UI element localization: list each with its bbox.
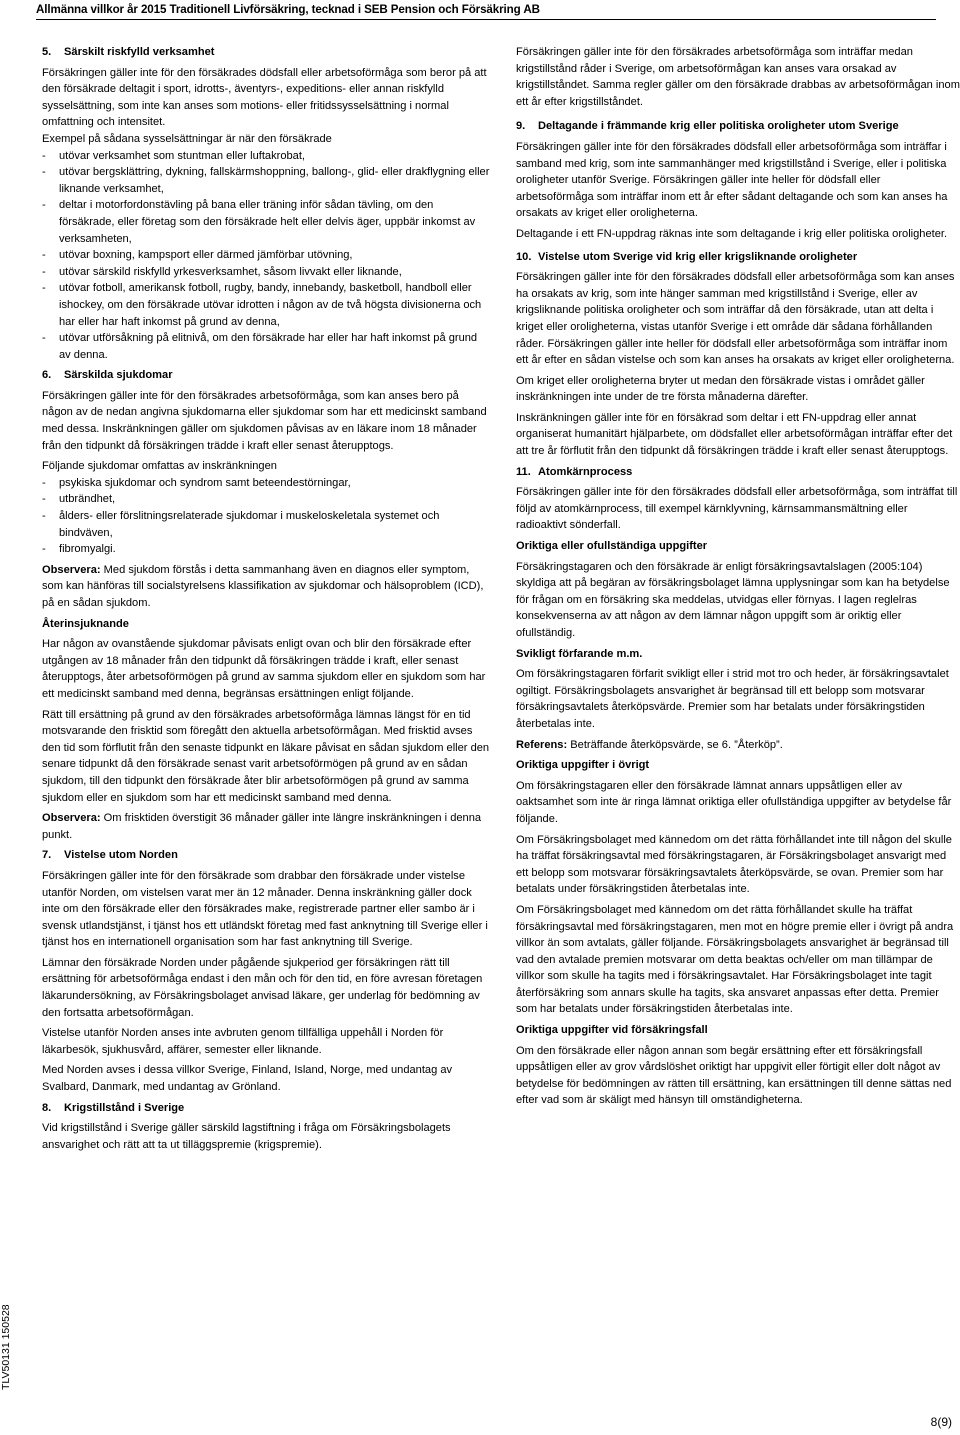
section-title: Deltagande i främmande krig eller politiska oroligheter utom Sverige xyxy=(538,120,899,133)
reference-label: Referens: xyxy=(516,738,568,751)
section-number: 6. xyxy=(42,369,52,382)
list-item: - psykiska sjukdomar och syndrom samt beteendestörningar, xyxy=(42,475,490,492)
section-title: Vistelse utom Norden xyxy=(64,849,178,862)
note-text: Med sjukdom förstås i detta sammanhang även en diagnos eller symptom, som kan hänföras till socialstyrelsens klassifikation av sjukdomar och hälsoproblem (ICD), på en sådan sjukdom. xyxy=(42,563,484,609)
section-title: Krigstillstånd i Sverige xyxy=(64,1101,185,1114)
section-10-heading xyxy=(516,249,960,266)
subsection-heading: Svikligt förfarande m.m. xyxy=(516,647,643,660)
paragraph: Försäkringen gäller inte för den försäkrades arbetsoförmåga som inträffar medan krigstillstånd råder i Sverige, om arbetsoförmågan kan anses vara orsakad av krigstillståndet. Samma regler gäller om den försäkrade drabbas av arbetsoförmågan inom ett år efter krigstillståndet. xyxy=(516,46,960,108)
paragraph: Försäkringen gäller inte för den försäkrades arbetsoförmåga, som kan anses bero på någon av de nedan angivna sjukdomarna eller sjukdomar som har ett medicinskt samband med dessa. Inskränkningen gäller om sjukdomen påvisas av en läkare inom 18 månader från den tidpunkt då försäkringen trädde i kraft eller senast återupptogs. xyxy=(42,389,487,452)
section-8-heading xyxy=(42,1100,490,1117)
paragraph: Exempel på sådana sysselsättningar är när den försäkrade xyxy=(42,132,332,145)
page-header: Allmänna villkor år 2015 Traditionell Livförsäkring, tecknad i SEB Pension och Försäkring AB xyxy=(36,3,936,20)
paragraph: Följande sjukdomar omfattas av inskränkningen xyxy=(42,460,277,473)
section-title: Särskilt riskfylld verksamhet xyxy=(64,46,215,58)
paragraph: Försäkringen gäller inte för den försäkrades dödsfall eller arbetsoförmåga, som inträffat till följd av atomkärnprocess, till exempel kärnklyvning, kärnsammansmältning eller radioaktivt sönderfall. xyxy=(516,486,958,532)
paragraph: Vistelse utanför Norden anses inte avbruten genom tillfälliga uppehåll i Norden för läkarbesök, sjukhusvård, affärer, semester eller liknande. xyxy=(42,1027,444,1056)
section-title: Vistelse utom Sverige vid krig eller krigsliknande oroligheter xyxy=(538,250,858,263)
paragraph: Rätt till ersättning på grund av den försäkrades arbetsoförmåga lämnas längst för en tid motsvarande den frisktid som föregått den aktuella arbetsoförmågan. Med frisktid avses den tid som förflutit från den senaste tidpunkt en läkare påvisat en sådan sjukdom eller den senare tidpunkt då den försäkrade senast varit arbetsoförmögen på grund av en sådan sjukdom, till den tidpunkt den försäkrade åter blir arbetsoförmögen på grund av samma sjukdom eller en sjukdom som har ett medicinskt samband med denna. xyxy=(42,708,490,804)
document-code: TLV50131 150528 xyxy=(0,1304,12,1390)
section-5-heading xyxy=(42,44,490,61)
note-paragraph xyxy=(42,810,490,843)
subsection-heading: Oriktiga uppgifter vid försäkringsfall xyxy=(516,1024,708,1037)
list-item: - utövar särskild riskfylld yrkesverksamhet, såsom livvakt eller liknande, xyxy=(42,264,490,281)
list-item: - fibromyalgi. xyxy=(42,541,490,558)
subsection-heading: Oriktiga eller ofullständiga uppgifter xyxy=(516,540,708,553)
paragraph: Försäkringstagaren och den försäkrade är enligt försäkringsavtalslagen (2005:104) skyldiga att på begäran av försäkringsbolaget lämna upplysningar som kan ha betydelse för frågan om en försäkring ska meddelas, utvidgas eller förnyas. I lagen reglelras konsekvenserna av att någon av dem lämnar någon uppgift som är oriktig eller ofullständig. xyxy=(516,560,950,639)
note-label: Observera: xyxy=(42,812,101,825)
paragraph: Försäkringen gäller inte för den försäkrades dödsfall eller arbetsoförmåga som kan anses ha orsakats av krig, som inte hänger samman med krigstillstånd i Sverige, eller av krigsliknande politiska oroligheter och som inträffar då den försäkrade, utan att delta i kriget eller oroligheterna, vistas utanför Sverige i ett område där sådana förhållanden råder. Försäkringen gäller inte heller för dödsfall eller arbetsoförmåga som inträffar inom ett år efter en sådan vistelse och som kan anses ha orsakats av kriget eller oroligheterna. xyxy=(516,271,955,367)
list-item: - utövar bergsklättring, dykning, fallskärmshoppning, ballong-, glid- eller drakflygning eller liknande verksamhet, xyxy=(42,164,490,197)
paragraph: Har någon av ovanstående sjukdomar påvisats enligt ovan och blir den försäkrade efter utgången av 18 månader från den tidpunkt då försäkringen trädde i kraft, eller senast återupptogs, åter arbetsoförmögen på grund av samma sjukdom eller en sjukdom som har ett medicinskt samband med denna, begränsas ersättningen enligt följande. xyxy=(42,638,486,700)
list-item: - deltar i motorfordonstävling på bana eller träning inför sådan tävling, om den försäkrade, eller företag som den försäkrade helt eller delvis äger, uppbär inkomst av verksamheten, xyxy=(42,197,490,247)
section-7-heading xyxy=(42,847,490,864)
section-title: Särskilda sjukdomar xyxy=(64,369,173,382)
right-column xyxy=(516,44,960,1113)
example-list xyxy=(42,148,490,364)
section-number: 7. xyxy=(42,849,52,862)
section-6-heading xyxy=(42,367,490,384)
paragraph: Lämnar den försäkrade Norden under pågående sjukperiod ger försäkringen rätt till ersättning för arbetsoförmåga endast i den mån och för den tid, en före avresan företagen läkarundersökning, av Försäkringsbolaget anvisad läkare, ger underlag för bedömning av den fortsatta arbetsoförmågan. xyxy=(42,956,483,1019)
list-item: - utövar fotboll, amerikansk fotboll, rugby, bandy, innebandy, basketboll, handboll eller ishockey, om den försäkrade utövar idrotten i någon av de två högsta divisionerna och har eller har haft inkomst på grund av denna, xyxy=(42,280,490,330)
paragraph: Om försäkringstagaren förfarit svikligt eller i strid mot tro och heder, är försäkringsavtalet ogiltigt. Försäkringsbolagets ansvarighet är begränsad till ett belopp som motsvarar försäkringsavtalets återköpsvärde. Premier som har betalats under försäkringstiden återbetalas inte. xyxy=(516,668,949,730)
subsection-heading: Oriktiga uppgifter i övrigt xyxy=(516,759,650,772)
section-9-heading xyxy=(516,118,960,135)
paragraph: Om den försäkrade eller någon annan som begär ersättning efter ett försäkringsfall uppsåtligen eller av grov vårdslöshet oriktigt har uppgivit eller förtigit eller dolt något av betydelse för bedömningen av rätten till ersättning, kan ersättningen till denne sättas ned efter vad som är skäligt med hänsyn till omständigheterna. xyxy=(516,1044,952,1107)
paragraph: Vid krigstillstånd i Sverige gäller särskild lagstiftning i fråga om Försäkringsbolagets ansvarighet och rätt att ta ut tilläggspremie (krigspremie). xyxy=(42,1122,451,1151)
paragraph: Med Norden avses i dessa villkor Sverige, Finland, Island, Norge, med undantag av Svalbard, Danmark, med undantag av Grönland. xyxy=(42,1064,453,1094)
section-title: Atomkärnprocess xyxy=(538,465,633,478)
section-number: 10. xyxy=(516,250,532,263)
list-item: - utövar utförsåkning på elitnivå, om den försäkrade har eller har haft inkomst på grund av denna. xyxy=(42,330,490,363)
note-text: Om frisktiden överstigit 36 månader gäller inte längre inskränkningen i denna punkt. xyxy=(42,812,482,841)
list-item: - ålders- eller förslitningsrelaterade sjukdomar i muskeloskeletala systemet och bindväven, xyxy=(42,508,490,541)
note-paragraph xyxy=(42,562,490,612)
list-item: - utövar verksamhet som stuntman eller luftakrobat, xyxy=(42,148,490,165)
list-item: - utövar boxning, kampsport eller därmed jämförbar utövning, xyxy=(42,247,490,264)
section-number: 8. xyxy=(42,1101,52,1114)
left-column xyxy=(42,44,490,1157)
reference-paragraph xyxy=(516,737,960,754)
section-number: 11. xyxy=(516,465,531,478)
section-11-heading xyxy=(516,464,960,481)
disease-list xyxy=(42,475,490,558)
note-label: Observera: xyxy=(42,563,101,576)
paragraph: Om Försäkringsbolaget med kännedom om det rätta förhållandet inte till någon del skulle ha träffat försäkringsavtal med försäkringstagaren, är Försäkringsbolaget ansvarigt med ett belopp som motsvarar försäkringsavtalets återköpsvärde, se ovan. Premier som har betalats under försäkringstiden återbetalas inte. xyxy=(516,833,952,896)
paragraph: Om försäkringstagaren eller den försäkrade lämnat annars uppsåtligen eller av oaktsamhet som inte är ringa lämnat oriktiga eller ofullständiga uppgifter av betydelse får följande. xyxy=(516,779,952,825)
paragraph: Försäkringen gäller inte för den försäkrades dödsfall eller arbetsoförmåga som beror på att den försäkrade deltagit i sport, idrotts-, äventyrs-, expeditions- eller annan riskfylld sysselsättning, som inte kan anses som motions- eller fritidssysselsättning i normal omfattning och intensitet. xyxy=(42,66,487,129)
paragraph: Deltagande i ett FN-uppdrag räknas inte som deltagande i krig eller politiska oroligheter. xyxy=(516,227,948,240)
list-item: - utbrändhet, xyxy=(42,491,490,508)
paragraph: Försäkringen gäller inte för den försäkrades dödsfall eller arbetsoförmåga som inträffar i samband med krig, som inte sammanhänger med krigstillstånd i Sverige, eller i politiska oroligheter utanför Sverige. Försäkringen gäller inte heller för dödsfall eller arbetsoförmåga som inträffar inom ett år efter sådant deltagande och som kan anses ha orsakats av kriget eller oroligheterna. xyxy=(516,140,948,220)
paragraph: Om kriget eller oroligheterna bryter ut medan den försäkrade vistas i området gäller inskränkningen inte under de tre första månaderna därefter. xyxy=(516,374,925,404)
page-number: 8(9) xyxy=(930,1415,952,1429)
section-number: 5. xyxy=(42,46,52,58)
paragraph: Om Försäkringsbolaget med kännedom om det rätta förhållandet skulle ha träffat försäkringsavtal med försäkringstagaren, men mot en högre premie eller i övrigt på andra villkor än som avtalats, gäller följande. Försäkringsbolagets ansvarighet är begränsad till vad den avtalade premien motsvarar om detta beaktas och/eller om man tillämpar de villkor som skulle ha tagits med i försäkringsavtalet. Har Försäkringsbolaget inte tagit återförsäkring som annars skulle ha tagits, ska ansvaret anpassas efter detta. Premier som har betalats under försäkringstiden återbetalas inte. xyxy=(516,903,954,1016)
subsection-heading: Återinsjuknande xyxy=(42,617,129,630)
paragraph: Inskränkningen gäller inte för en försäkrad som deltar i ett FN-uppdrag eller annat organiserat humanitärt hjälparbete, om dödsfallet eller arbetsoförmågan inträffar efter det att tre år förflutit från den tidpunkt då försäkringen trädde i kraft eller senast återupptogs. xyxy=(516,411,953,458)
reference-text: Beträffande återköpsvärde, se 6. ”Återköp”. xyxy=(567,738,783,751)
section-number: 9. xyxy=(516,120,526,133)
paragraph: Försäkringen gäller inte för den försäkrade som drabbar den försäkrade under vistelse utanför Norden, om vistelsen varat mer än 12 månader. Denna inskränkning gäller dock inte om den försäkrade eller den försäkrades make, registrerade partner eller sambo är i svensk utlandstjänst, i tjänst hos ett utländskt företag med fast anknytning till Sverige eller i tjänst hos en internationell organisation som har fast anknytning till Sverige. xyxy=(42,869,488,949)
